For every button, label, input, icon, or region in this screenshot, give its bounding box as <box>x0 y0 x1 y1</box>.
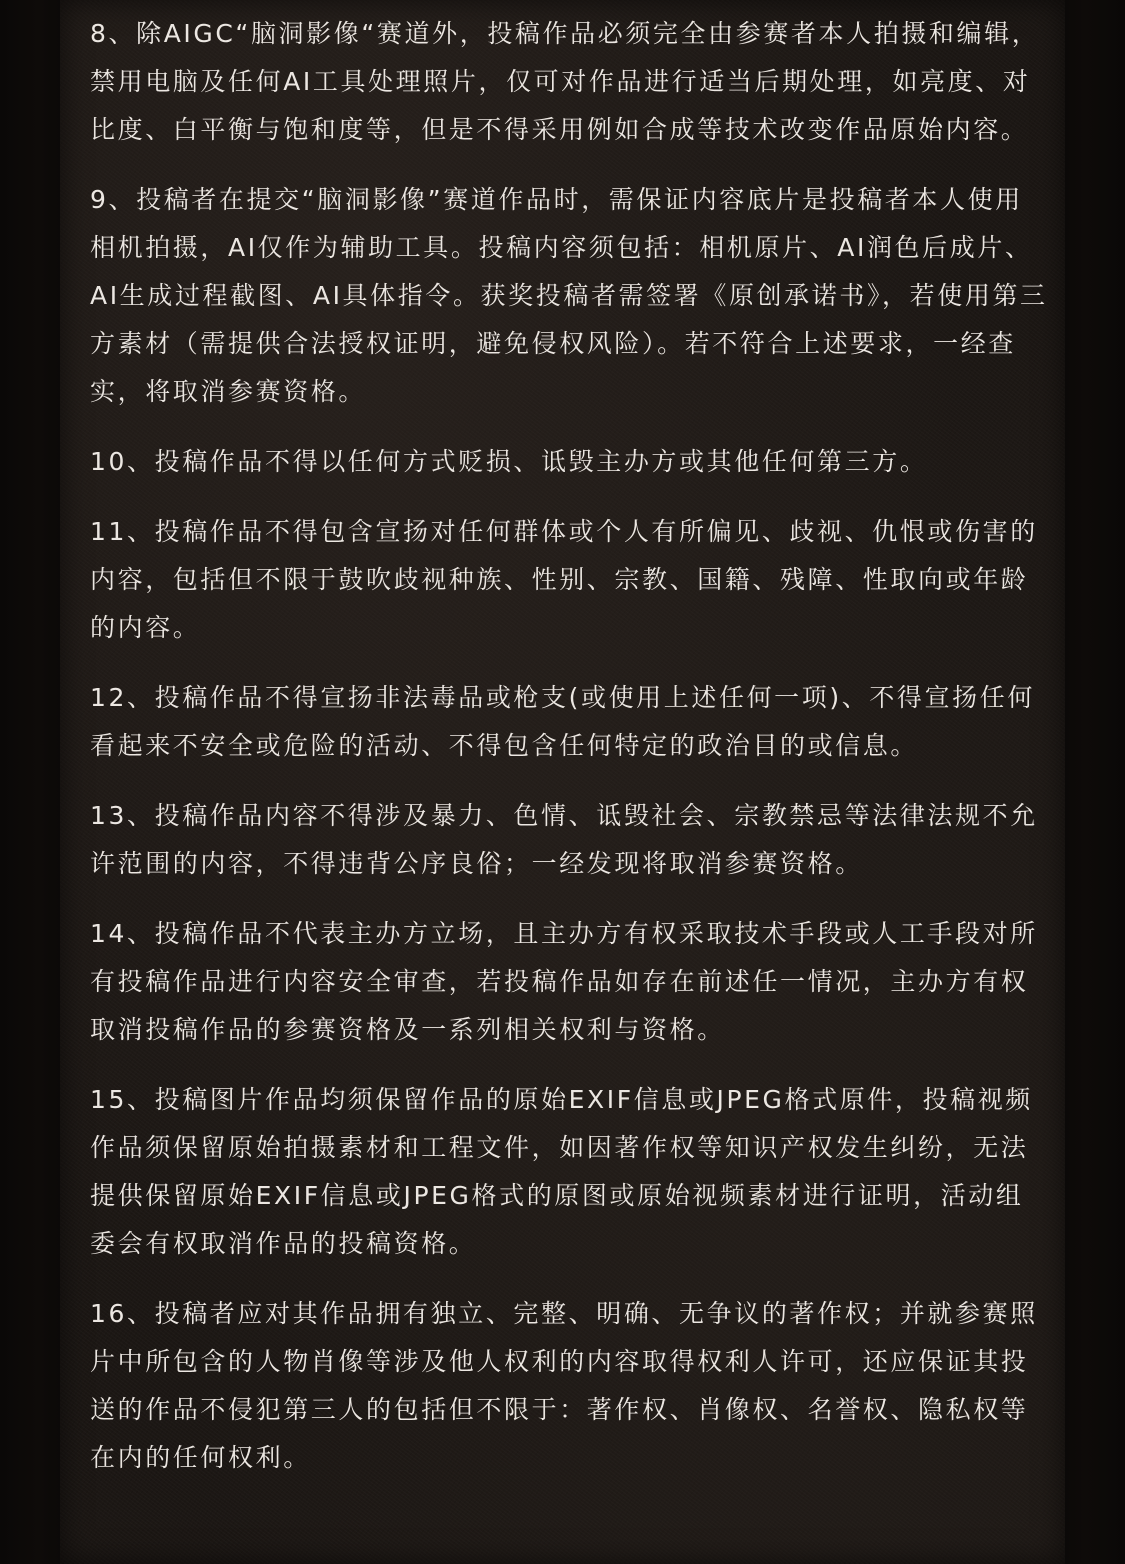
rule-item-15: 15、投稿图片作品均须保留作品的原始EXIF信息或JPEG格式原件，投稿视频作品须保留原始拍摄素材和工程文件，如因著作权等知识产权发生纠纷，无法提供保留原始EXIF信息或JPEG格式的原图或原始视频素材进行证明，活动组委会有权取消作品的投稿资格。 <box>90 1085 1033 1258</box>
rule-item-14: 14、投稿作品不代表主办方立场，且主办方有权采取技术手段或人工手段对所有投稿作品进行内容安全审查，若投稿作品如存在前述任一情况，主办方有权取消投稿作品的参赛资格及一系列相关权利与资格。 <box>90 919 1038 1044</box>
rule-item-10: 10、投稿作品不得以任何方式贬损、诋毁主办方或其他任何第三方。 <box>90 447 928 476</box>
rule-item-16: 16、投稿者应对其作品拥有独立、完整、明确、无争议的著作权；并就参赛照片中所包含的人物肖像等涉及他人权利的内容取得权利人许可，还应保证其投送的作品不侵犯第三人的包括但不限于：著作权、肖像权、名誉权、隐私权等在内的任何权利。 <box>90 1299 1038 1472</box>
rule-item-11: 11、投稿作品不得包含宣扬对任何群体或个人有所偏见、歧视、仇恨或伤害的内容，包括但不限于鼓吹歧视种族、性别、宗教、国籍、残障、性取向或年龄的内容。 <box>90 517 1038 642</box>
rule-item-12: 12、投稿作品不得宣扬非法毒品或枪支(或使用上述任何一项)、不得宣扬任何看起来不安全或危险的活动、不得包含任何特定的政治目的或信息。 <box>90 683 1035 760</box>
rules-content <box>90 10 1050 1504</box>
rule-item-13: 13、投稿作品内容不得涉及暴力、色情、诋毁社会、宗教禁忌等法律法规不允许范围的内容，不得违背公序良俗；一经发现将取消参赛资格。 <box>90 801 1038 878</box>
rule-item-8: 8、除AIGC“脑洞影像“赛道外，投稿作品必须完全由参赛者本人拍摄和编辑，禁用电脑及任何AI工具处理照片，仅可对作品进行适当后期处理，如亮度、对比度、白平衡与饱和度等，但是不得采用例如合成等技术改变作品原始内容。 <box>90 19 1040 144</box>
rule-item-9: 9、投稿者在提交“脑洞影像”赛道作品时，需保证内容底片是投稿者本人使用相机拍摄，AI仅作为辅助工具。投稿内容须包括：相机原片、AI润色后成片、AI生成过程截图、AI具体指令。获奖投稿者需签署《原创承诺书》，若使用第三方素材（需提供合法授权证明，避免侵权风险）。若不符合上述要求，一经查实，将取消参赛资格。 <box>90 185 1048 406</box>
